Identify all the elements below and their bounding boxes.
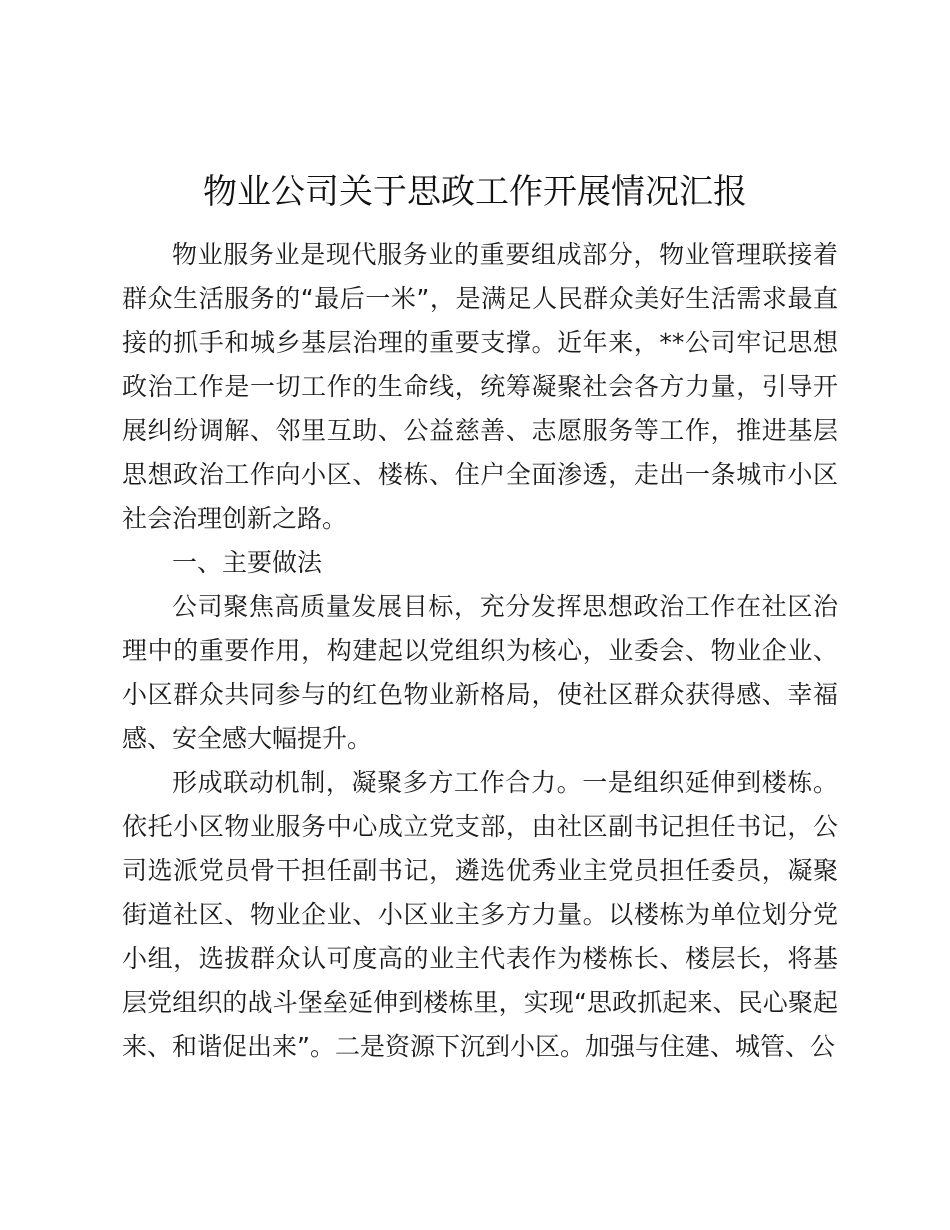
document-body bbox=[122, 233, 838, 1069]
section-paragraph-2: 形成联动机制，凝聚多方工作合力。一是组织延伸到楼栋。依托小区物业服务中心成立党支部，由社区副书记担任书记，公司选派党员骨干担任副书记，遴选优秀业主党员担任委员，凝聚街道社区、物业企业、小区业主多方力量。以楼栋为单位划分党小组，选拔群众认可度高的业主代表作为楼栋长、楼层长，将基层党组织的战斗堡垒延伸到楼栋里，实现“思政抓起来、民心聚起来、和谐促出来”。二是资源下沉到小区。加强与住建、城管、公 bbox=[122, 768, 838, 1061]
intro-paragraph: 物业服务业是现代服务业的重要组成部分，物业管理联接着群众生活服务的“最后一米”，是满足人民群众美好生活需求最直接的抓手和城乡基层治理的重要支撑。近年来，**公司牢记思想政治工作是一切工作的生命线，统筹凝聚社会各方力量，引导开展纠纷调解、邻里互助、公益慈善、志愿服务等工作，推进基层思想政治工作向小区、楼栋、住户全面渗透，走出一条城市小区社会治理创新之路。 bbox=[122, 240, 838, 533]
document-title: 物业公司关于思政工作开展情况汇报 bbox=[203, 172, 747, 212]
section-paragraph-1: 公司聚焦高质量发展目标，充分发挥思想政治工作在社区治理中的重要作用，构建起以党组织为核心，业委会、物业企业、小区群众共同参与的红色物业新格局，使社区群众获得感、幸福感、安全感大幅提升。 bbox=[122, 592, 838, 753]
section-heading: 一、主要做法 bbox=[172, 548, 323, 577]
